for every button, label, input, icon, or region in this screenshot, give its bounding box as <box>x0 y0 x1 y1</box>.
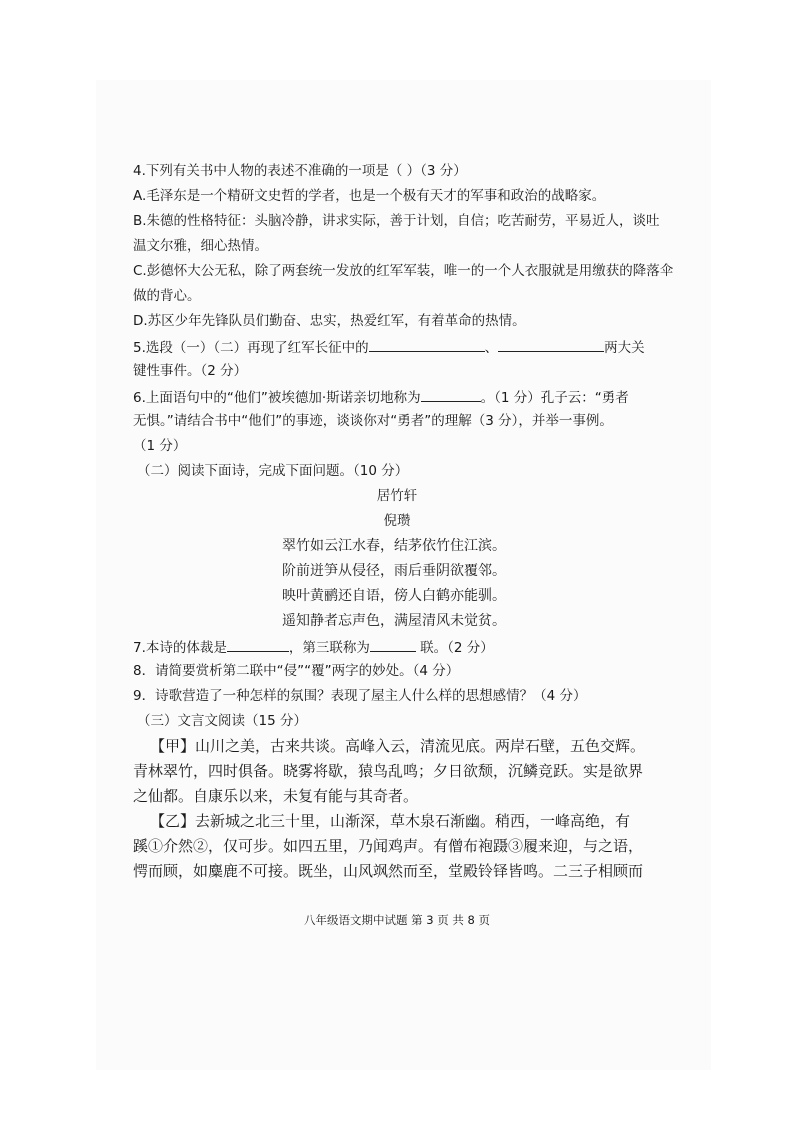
q4-option-a: A.毛泽东是一个精研文史哲的学者，也是一个极有天才的军事和政治的战略家。 <box>133 188 606 204</box>
q7-text-1: 7.本诗的体裁是 <box>133 640 227 656</box>
poem-title: 居竹轩 <box>376 488 418 504</box>
q6-line2: 无惧。”请结合书中“他们”的事迹，谈谈你对“勇者”的理解（3 分），并举一事例。 <box>133 413 613 429</box>
poem-line-1: 翠竹如云江水春，结茅依竹住江滨。 <box>282 538 506 554</box>
page-footer: 八年级语文期中试题 第 3 页 共 8 页 <box>303 913 491 927</box>
q6-text-2: 。（1 分）孔子云：“勇者 <box>480 390 629 406</box>
q9: 9．诗歌营造了一种怎样的氛围？表现了屋主人什么样的思想感情？（4 分） <box>133 688 587 704</box>
q4-option-d: D.苏区少年先锋队员们勤奋、忠实，热爱红军，有着革命的热情。 <box>133 313 526 329</box>
q5-text-1: 5.选段（一）（二）再现了红军长征中的 <box>133 340 369 356</box>
q8: 8．请简要赏析第二联中“侵”“覆”两字的妙处。（4 分） <box>133 663 460 679</box>
q4-option-b-line2: 温文尔雅，细心热情。 <box>133 238 268 254</box>
q5-text-2: 两大关 <box>604 340 645 356</box>
poem-line-4: 遥知静者忘声色，满屋清风未觉贫。 <box>282 613 506 629</box>
poem-author: 倪瓒 <box>383 513 411 529</box>
section3-heading: （三）文言文阅读（15 分） <box>137 713 307 729</box>
q5-answer-blank-2[interactable] <box>498 337 604 352</box>
passage-jia-line-1: 【甲】山川之美，古来共谈。高峰入云，清流见底。两岸石壁，五色交辉。 <box>150 737 646 755</box>
q7-text-3: 联。（2 分） <box>415 640 494 656</box>
passage-jia-line-2: 青林翠竹，四时俱备。晓雾将歇，猿鸟乱鸣；夕日欲颓，沉鳞竞跃。实是欲界 <box>133 762 644 780</box>
q6-line1 <box>133 387 629 407</box>
section2-heading: （二）阅读下面诗，完成下面问题。（10 分） <box>137 463 409 479</box>
q6-text-1: 6.上面语句中的“他们”被埃德加·斯诺亲切地称为 <box>133 390 421 406</box>
poem-line-3: 映叶黄鹂还自语，傍人白鹤亦能驯。 <box>282 588 506 604</box>
q7-answer-blank-1[interactable] <box>227 637 289 652</box>
q5-line1 <box>133 337 645 357</box>
q4-stem: 4.下列有关书中人物的表述不准确的一项是（ ）（3 分） <box>133 163 467 179</box>
poem-line-2: 阶前迸笋从侵径，雨后垂阴欲覆邻。 <box>282 563 506 579</box>
passage-jia-line-3: 之仙都。自康乐以来，未复有能与其奇者。 <box>133 787 419 805</box>
q4-option-b-line1: B.朱德的性格特征：头脑冷静，讲求实际，善于计划，自信；吃苦耐劳，平易近人，谈吐 <box>133 213 660 229</box>
q6-line3: （1 分） <box>133 438 187 454</box>
q4-option-c-line2: 做的背心。 <box>133 288 201 304</box>
q7-text-2: ，第三联称为 <box>288 640 370 656</box>
passage-yi-line-3: 愕而顾，如麋鹿不可接。既坐，山风飒然而至，堂殿铃铎皆鸣。二三子相顾而 <box>133 862 644 880</box>
q4-option-c-line1: C.彭德怀大公无私，除了两套统一发放的红军军装，唯一的一个人衣服就是用缴获的降落伞 <box>133 263 674 279</box>
q7-line <box>133 637 494 657</box>
q7-answer-blank-2[interactable] <box>370 637 416 652</box>
q5-answer-blank-1[interactable] <box>369 337 485 352</box>
passage-yi-line-1: 【乙】去新城之北三十里，山渐深，草木泉石渐幽。稍西，一峰高绝，有 <box>150 812 631 830</box>
passage-yi-line-2: 蹊①介然②，仅可步。如四五里，乃闻鸡声。有僧布袍蹑③履来迎，与之语， <box>133 837 644 855</box>
q6-answer-blank[interactable] <box>421 387 481 402</box>
q5-separator: 、 <box>484 340 499 356</box>
q5-line2: 键性事件。（2 分） <box>133 363 248 379</box>
